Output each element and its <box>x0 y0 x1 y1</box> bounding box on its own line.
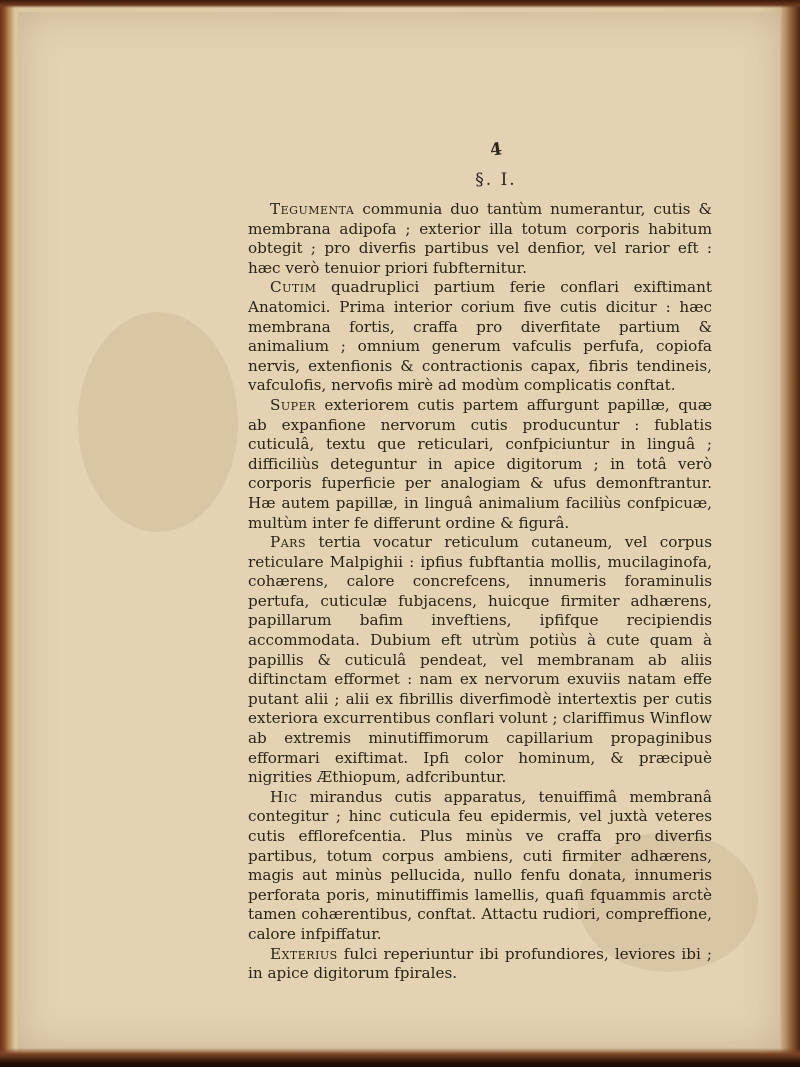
paper-stain <box>78 312 238 532</box>
paragraph-body: fulci reperiuntur ibi profundiores, leviores ibi ; in apice digitorum fpirales. <box>248 944 712 983</box>
section-heading: §. I. <box>475 170 517 190</box>
paragraph-lead-word: Cutim <box>270 278 317 297</box>
paragraph-body: tertia vocatur reticulum cutaneum, vel corpus reticulare Malpighii : ipfius fubftantia mollis, mucilaginofa, cohærens, calore concrefcens, innumeris foraminulis pertufa, cuticulæ fubjacens, huicque firmiter adhærens, papillarum bafim inveftiens, ipfifque recipiendis accommodata. Dubium eft utrùm potiùs à cute quam à papillis & cuticulâ pendeat, vel membranam ab aliis diftinctam efformet : nam ex nervorum exuviis natam effe putant alii ; alii ex fibrillis diverfimodè intertextis per cutis exteriora excurrentibus conflari volunt ; clariffimus Winflow ab extremis minutiffimorum capillarium propaginibus efformari exiftimat. Ipfi color hominum, & præcipuè nigrities Æthiopum, adfcribuntur. <box>248 533 712 787</box>
top-binding-edge <box>0 0 800 8</box>
paragraph-lead-word: Super <box>270 395 316 414</box>
paragraph-body: exteriorem cutis partem affurgunt papillæ, quæ ab expanfione nervorum cutis producuntur : fublatis cuticulâ, textu que reticulari, confpiciuntur in linguâ ; difficiliùs deteguntur in apice digitorum ; in totâ verò corporis fuperficie per analogiam & ufus demonftrantur. Hæ autem papillæ, in linguâ animalium faciliùs confpicuæ, multùm inter fe differunt ordine & figurâ. <box>248 395 712 532</box>
paragraph-lead-word: Tegumenta <box>270 200 355 218</box>
bottom-binding-edge <box>0 1048 800 1067</box>
paragraph-body: mirandus cutis apparatus, tenuiffimâ membranâ contegitur ; hinc cuticula feu epidermis, vel juxtà veteres cutis efflorefcentia. Plus minùs ve craffa pro diverfis partibus, totum corpus ambiens, cuti firmiter adhærens, magis aut minùs pellucida, nullo fenfu donata, innumeris perforata poris, minutiffimis lamellis, quafi fquammis arctè tamen cohærentibus, conftat. Attactu rudiori, compreffione, calore infpiffatur. <box>248 787 712 943</box>
paragraph-body: communia duo tantùm numerantur, cutis & membrana adipofa ; exterior illa totum corporis habitum obtegit ; pro diverfis partibus vel denfior, vel rarior eft : hæc verò tenuior priori fubfternitur. <box>248 200 712 277</box>
body-text <box>248 200 712 984</box>
page-number: 4 <box>488 139 504 161</box>
paragraph <box>248 533 712 788</box>
paragraph-lead-word: Pars <box>270 533 306 552</box>
paragraph <box>248 396 712 533</box>
paragraph <box>248 945 712 984</box>
paragraph <box>248 278 712 396</box>
paragraph-body: quadruplici partium ferie conflari exiftimant Anatomici. Prima interior corium five cutis dicitur : hæc membrana fortis, craffa pro diverfitate partium & animalium ; omnium generum vafculis perfufa, copiofa nervis, extenfionis & contractionis capax, fibris tendineis, vafculofis, nervofis mirè ad modùm complicatis conftat. <box>248 278 712 395</box>
paragraph <box>248 200 712 278</box>
paragraph-lead-word: Hic <box>270 787 298 806</box>
paragraph <box>248 788 712 945</box>
paragraph-lead-word: Exterius <box>270 944 338 963</box>
